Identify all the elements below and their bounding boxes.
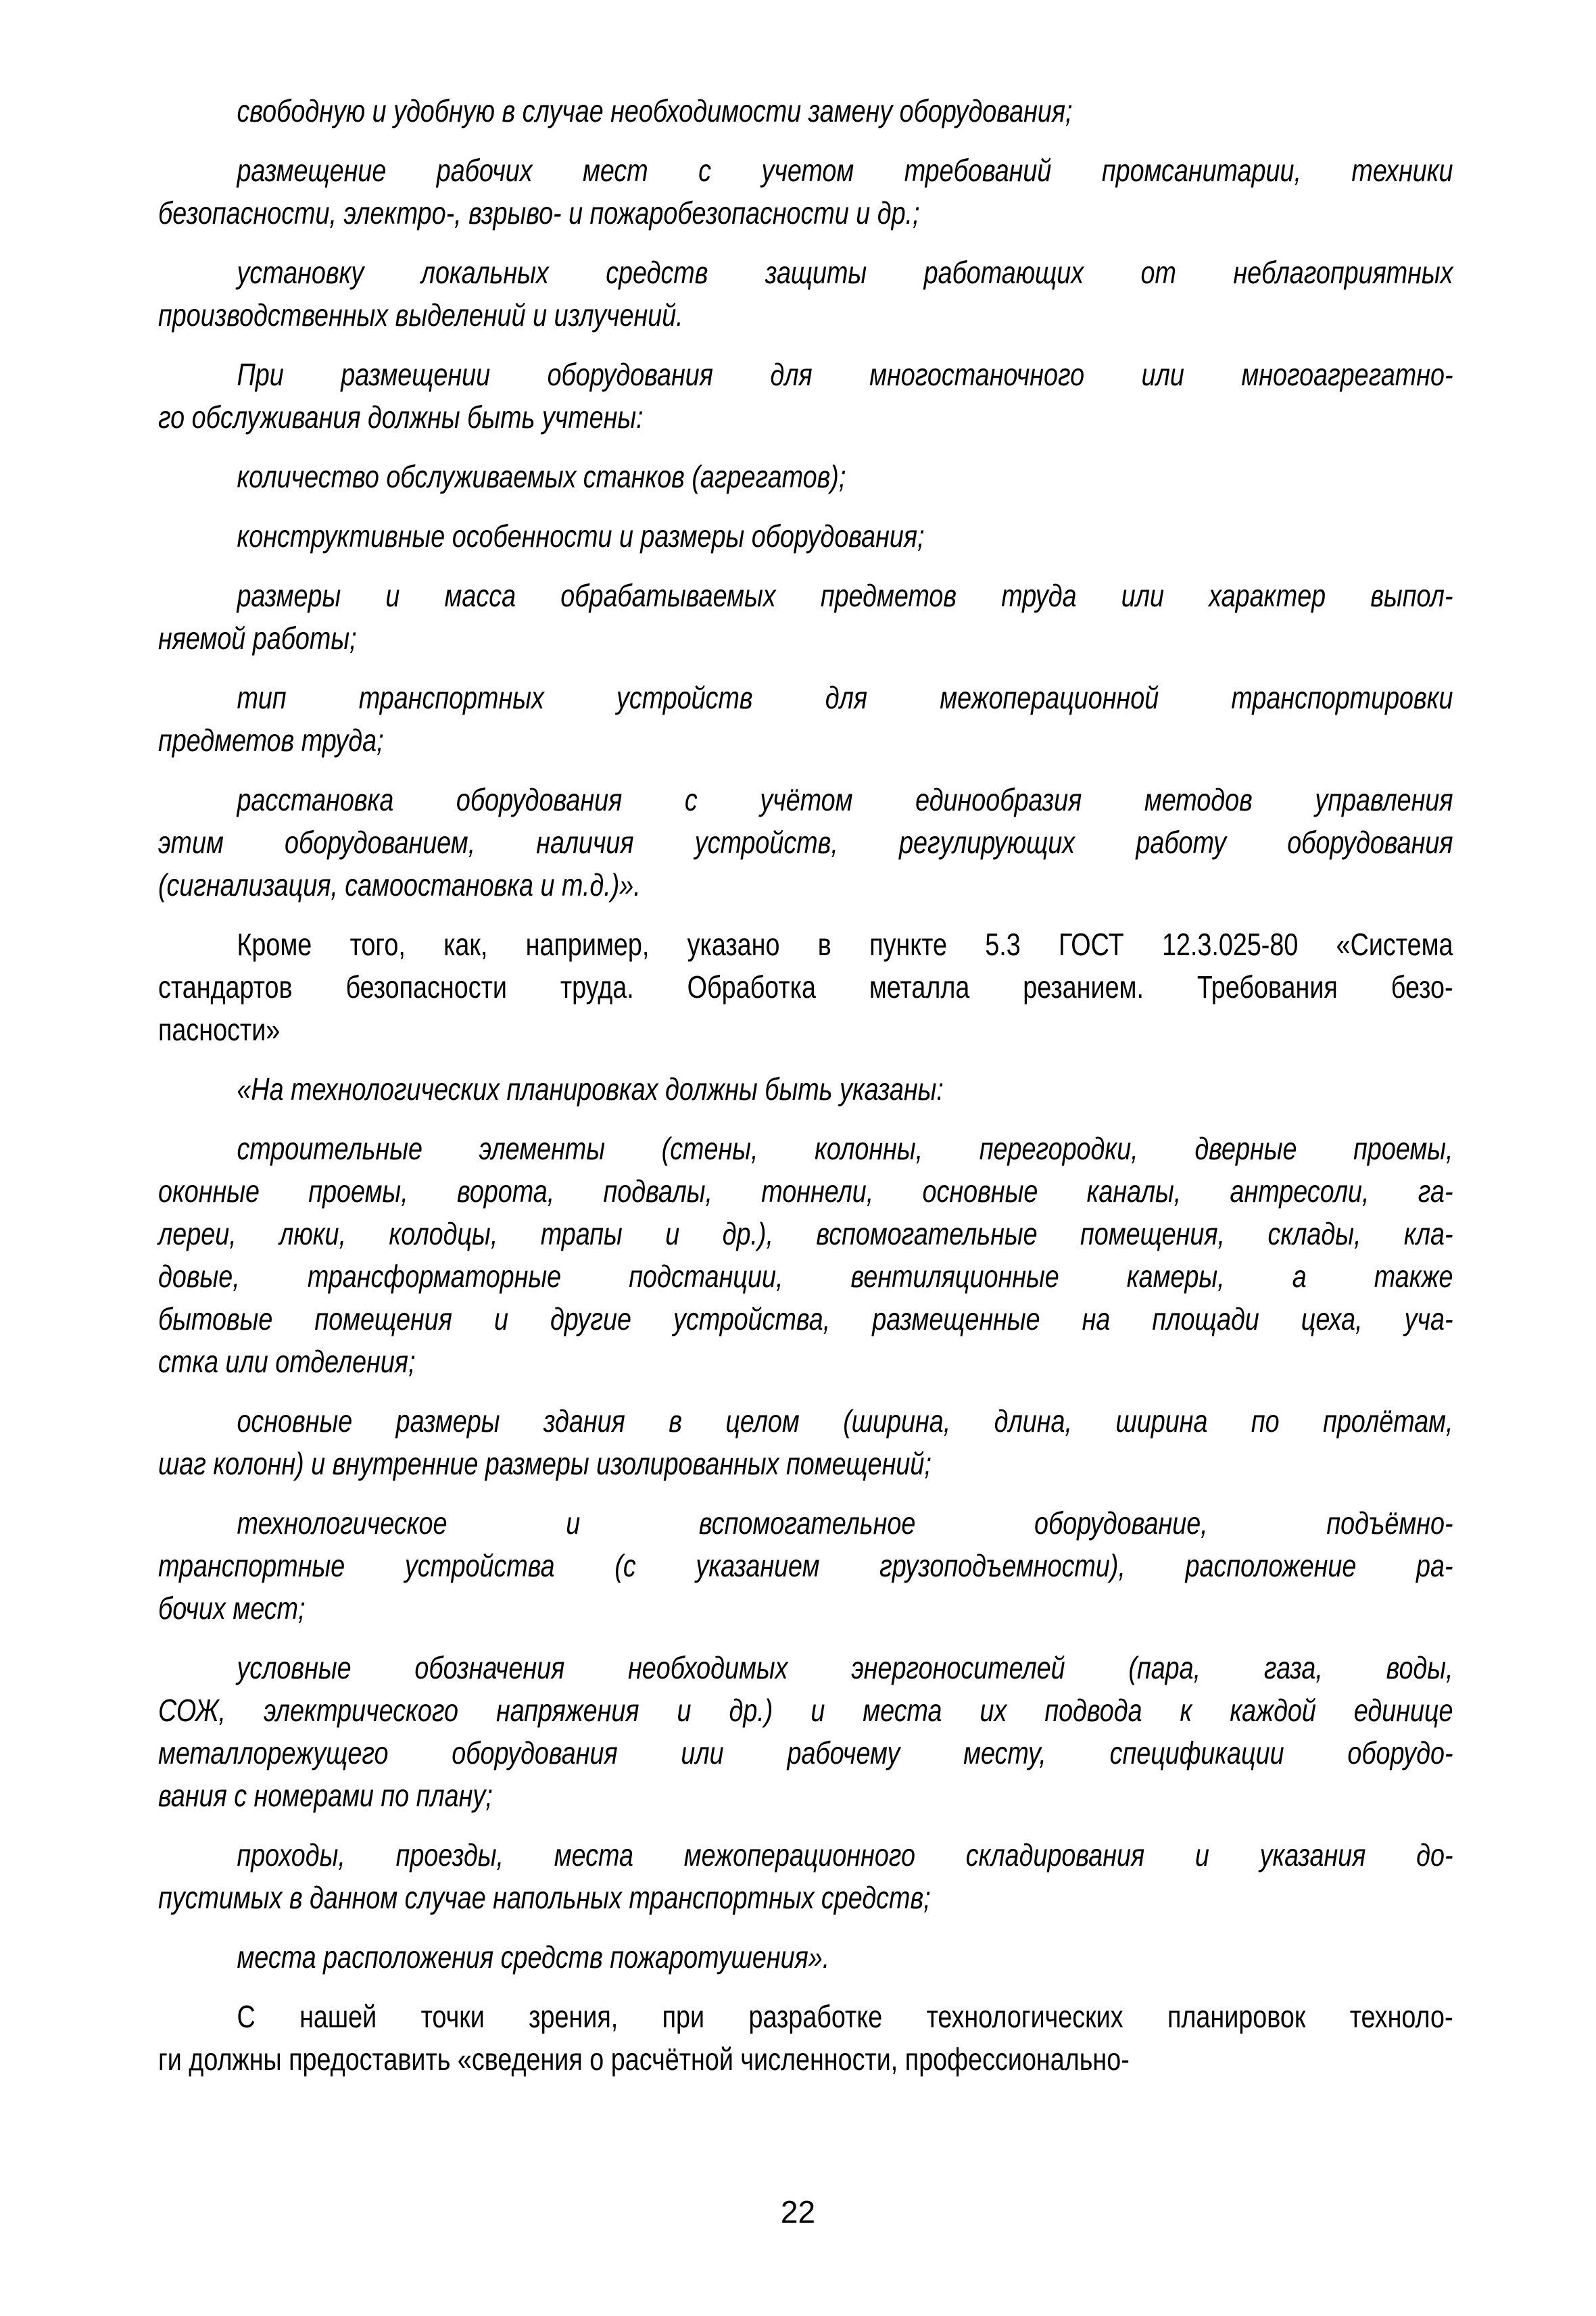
text-line: пасности» <box>158 1012 281 1047</box>
paragraph <box>158 515 1453 558</box>
text-line: проходы, проезды, места межоперационного складирования и указания до- <box>237 1837 1453 1873</box>
text-line: стка или отделения; <box>158 1344 416 1379</box>
text-line: транспортные устройства (с указанием грузоподъемности), расположение ра- <box>158 1548 1453 1583</box>
text-line: места расположения средств пожаротушения». <box>237 1939 830 1975</box>
paragraph <box>158 575 1453 660</box>
paragraph <box>158 251 1453 337</box>
paragraph <box>158 1647 1453 1817</box>
text-line: бочих мест; <box>158 1591 306 1626</box>
text-line: металлорежущего оборудования или рабочему месту, спецификации оборудо- <box>158 1735 1453 1770</box>
text-line: свободную и удобную в случае необходимости замену оборудования; <box>237 93 1073 128</box>
text-line: пустимых в данном случае напольных транспортных средств; <box>158 1880 931 1915</box>
text-line: ги должны предоставить «сведения о расчётной численности, профессионально- <box>158 2042 1130 2077</box>
text-line: условные обозначения необходимых энергоносителей (пара, газа, воды, <box>237 1650 1453 1685</box>
text-line: вания с номерами по плану; <box>158 1778 493 1813</box>
text-line: го обслуживания должны быть учтены: <box>158 400 644 435</box>
text-line: производственных выделений и излучений. <box>158 297 683 333</box>
text-line: расстановка оборудования с учётом единообразия методов управления <box>237 782 1453 817</box>
paragraph <box>158 677 1453 762</box>
text-line: этим оборудованием, наличия устройств, регулирующих работу оборудования <box>158 825 1453 860</box>
paragraph <box>158 1834 1453 1919</box>
paragraph <box>158 1128 1453 1383</box>
paragraph <box>158 1996 1453 2081</box>
text-line: стандартов безопасности труда. Обработка металла резанием. Требования безо- <box>158 969 1453 1005</box>
text-line: (сигнализация, самоостановка и т.д.)». <box>158 867 641 902</box>
text-line: строительные элементы (стены, колонны, перегородки, дверные проемы, <box>237 1131 1453 1166</box>
text-line: предметов труда; <box>158 723 384 758</box>
text-line: количество обслуживаемых станков (агрегатов); <box>237 459 846 494</box>
text-line: безопасности, электро-, взрыво- и пожаробезопасности и др.; <box>158 195 920 231</box>
text-line: С нашей точки зрения, при разработке технологических планировок техноло- <box>237 1999 1453 2034</box>
text-line: размещение рабочих мест с учетом требований промсанитарии, техники <box>237 153 1453 188</box>
paragraph <box>158 1068 1453 1111</box>
text-line: технологическое и вспомогательное оборудование, подъёмно- <box>237 1505 1453 1541</box>
text-line: няемой работы; <box>158 621 357 656</box>
paragraph <box>158 923 1453 1051</box>
text-line: довые, трансформаторные подстанции, вентиляционные камеры, а также <box>158 1259 1453 1294</box>
text-line: тип транспортных устройств для межоперационной транспортировки <box>237 680 1453 715</box>
paragraph <box>158 1400 1453 1485</box>
paragraph <box>158 149 1453 235</box>
paragraph <box>158 456 1453 498</box>
text-line: «На технологических планировках должны быть указаны: <box>237 1071 944 1107</box>
paragraph <box>158 354 1453 439</box>
text-line: установку локальных средств защиты работающих от неблагоприятных <box>237 255 1453 290</box>
text-line: размеры и масса обрабатываемых предметов труда или характер выпол- <box>237 578 1453 613</box>
paragraph <box>158 779 1453 907</box>
paragraph <box>158 1502 1453 1630</box>
text-line: СОЖ, электрического напряжения и др.) и места их подвода к каждой единице <box>158 1693 1453 1728</box>
paragraph <box>158 1936 1453 1979</box>
paragraph <box>158 90 1453 132</box>
text-line: При размещении оборудования для многостаночного или многоагрегатно- <box>237 357 1453 392</box>
text-line: основные размеры здания в целом (ширина, длина, ширина по пролётам, <box>237 1403 1453 1439</box>
text-line: лереи, люки, колодцы, трапы и др.), вспомогательные помещения, склады, кла- <box>158 1216 1453 1251</box>
text-line: конструктивные особенности и размеры оборудования; <box>237 518 925 554</box>
text-line: Кроме того, как, например, указано в пункте 5.3 ГОСТ 12.3.025-80 «Система <box>237 927 1453 962</box>
document-body <box>158 90 1453 2081</box>
text-line: бытовые помещения и другие устройства, размещенные на площади цеха, уча- <box>158 1301 1453 1336</box>
text-line: шаг колонн) и внутренние размеры изолированных помещений; <box>158 1446 932 1481</box>
text-line: оконные проемы, ворота, подвалы, тоннели, основные каналы, антресоли, га- <box>158 1174 1453 1209</box>
page-number: 22 <box>780 2194 816 2229</box>
